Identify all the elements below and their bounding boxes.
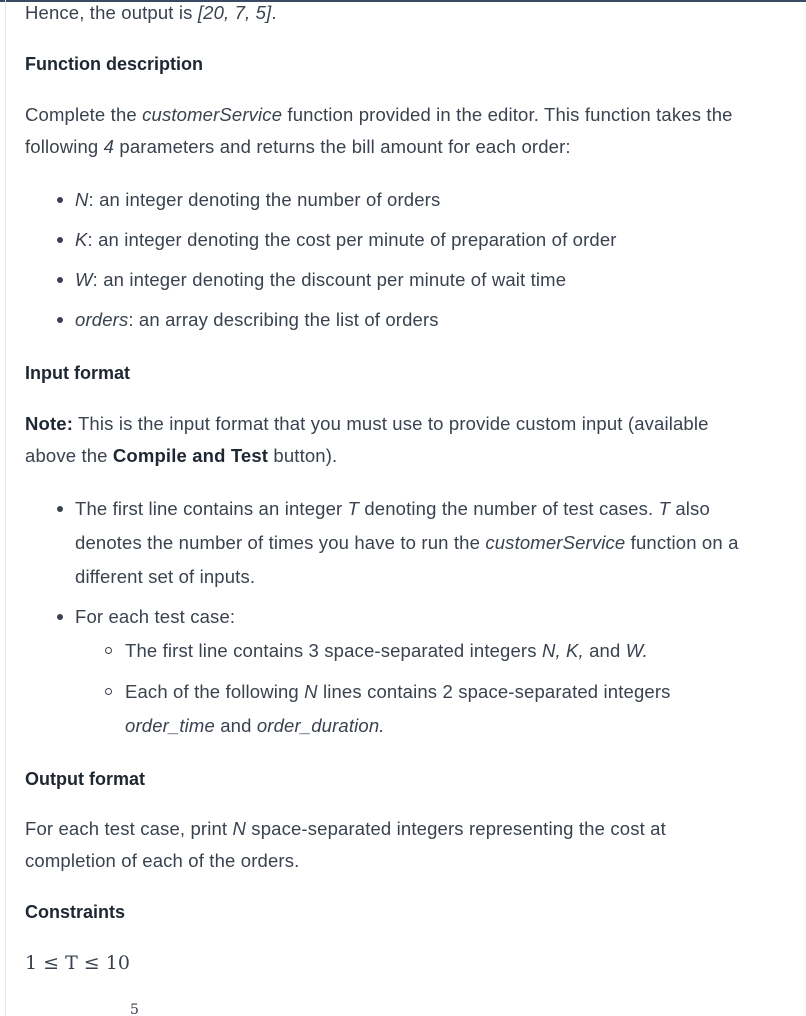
var-W: W.	[625, 640, 648, 661]
input-format-heading: Input format	[25, 363, 130, 383]
param-name: N	[75, 189, 89, 210]
text: button).	[268, 445, 338, 466]
bullet-icon	[57, 614, 63, 620]
output-summary-text: Hence, the output is	[25, 2, 198, 23]
constraint-t: 1 ≤ T ≤ 10	[25, 952, 130, 974]
var-T: T	[347, 498, 360, 519]
text: This is the input format that you must use to provide custom input (available	[73, 413, 709, 434]
text: following	[25, 136, 104, 157]
sub-bullet-1	[125, 640, 648, 662]
list-item	[75, 229, 617, 251]
param-desc: : an integer denoting the cost per minute of preparation of order	[87, 229, 617, 250]
param-desc: : an array describing the list of orders	[128, 309, 439, 330]
circle-bullet-icon	[105, 647, 112, 654]
input-bullet-1-line-2	[75, 532, 739, 554]
compile-and-test-reference: Compile and Test	[112, 445, 269, 466]
function-description-heading: Function description	[25, 54, 203, 74]
output-summary-period: .	[271, 2, 277, 23]
note-label: Note:	[25, 413, 74, 434]
text: and	[583, 640, 626, 661]
var-N: N	[232, 818, 247, 839]
bullet-icon	[57, 197, 63, 203]
param-name: K	[75, 229, 88, 250]
output-format-line-1	[25, 818, 666, 840]
vars: N, K,	[541, 640, 584, 661]
sub-bullet-2-line-2	[125, 715, 385, 737]
bullet-icon	[57, 277, 63, 283]
output-format-line-2: completion of each of the orders.	[25, 850, 300, 871]
note-line-1	[25, 413, 709, 435]
list-item	[75, 189, 440, 211]
param-name: W	[75, 269, 93, 290]
param-count: 4	[103, 136, 115, 157]
text: The first line contains 3 space-separated integers	[125, 640, 542, 661]
function-description-line-2	[25, 136, 571, 158]
var-N: N	[304, 681, 318, 702]
param-desc: : an integer denoting the discount per minute of wait time	[92, 269, 567, 290]
output-summary	[25, 2, 277, 24]
text: above the	[25, 445, 113, 466]
input-bullet-1-line-3: different set of inputs.	[75, 566, 256, 587]
output-format-heading: Output format	[25, 769, 145, 789]
function-name: customerService	[142, 104, 283, 125]
text: function on a	[625, 532, 739, 553]
order-time: order_time	[125, 715, 215, 736]
input-bullet-1-line-1	[75, 498, 710, 520]
output-value: [20, 7, 5]	[197, 2, 272, 23]
function-description-line-1	[25, 104, 733, 126]
constraint-exponent-partial: 5	[130, 1002, 139, 1016]
function-name: customerService	[485, 532, 626, 553]
text: lines contains 2 space-separated integers	[317, 681, 671, 702]
circle-bullet-icon	[105, 688, 112, 695]
left-border	[5, 0, 6, 1016]
bullet-icon	[57, 506, 63, 512]
text: and	[214, 715, 257, 736]
list-item	[75, 309, 439, 331]
text: parameters and returns the bill amount for each order:	[114, 136, 571, 157]
text: Each of the following	[125, 681, 305, 702]
var-T: T	[658, 498, 671, 519]
text: Complete the	[25, 104, 143, 125]
order-duration: order_duration.	[256, 715, 385, 736]
text: For each test case, print	[25, 818, 233, 839]
sub-bullet-2-line-1	[125, 681, 671, 703]
text: denotes the number of times you have to run the	[75, 532, 486, 553]
text: denoting the number of test cases.	[359, 498, 659, 519]
bullet-icon	[57, 237, 63, 243]
input-bullet-2: For each test case:	[75, 606, 236, 627]
constraints-heading: Constraints	[25, 902, 126, 922]
text: also	[670, 498, 710, 519]
text: space-separated integers representing the cost at	[246, 818, 666, 839]
param-name: orders	[75, 309, 129, 330]
note-line-2	[25, 445, 337, 467]
param-desc: : an integer denoting the number of orders	[88, 189, 441, 210]
text: function provided in the editor. This function takes the	[282, 104, 733, 125]
bullet-icon	[57, 317, 63, 323]
list-item	[75, 269, 566, 291]
text: The first line contains an integer	[75, 498, 348, 519]
